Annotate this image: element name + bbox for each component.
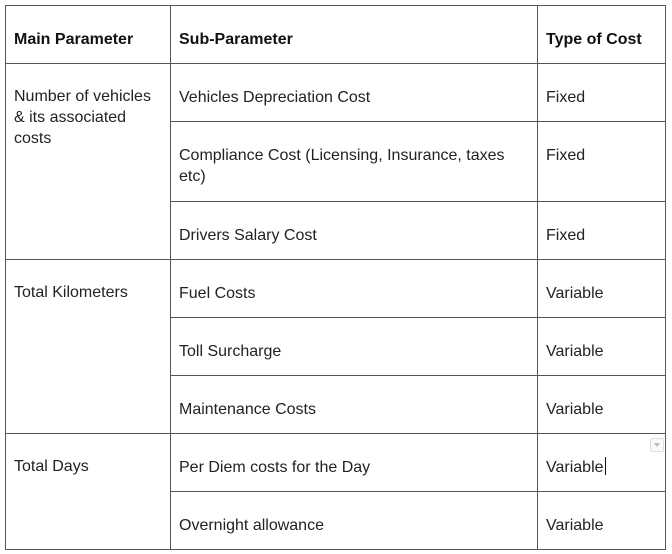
cost-type-cell[interactable]: Fixed [538,122,666,202]
table-row [6,64,666,122]
cost-type-cell[interactable]: Variable [538,492,666,550]
sub-parameter-cell[interactable]: Vehicles Depreciation Cost [171,64,538,122]
sub-parameter-cell[interactable]: Fuel Costs [171,260,538,318]
sub-parameter-cell[interactable]: Drivers Salary Cost [171,202,538,260]
cost-type-cell[interactable]: Fixed [538,64,666,122]
header-main-parameter[interactable]: Main Parameter [6,6,171,64]
chevron-down-icon[interactable] [650,438,664,452]
cost-type-cell[interactable]: Variable [538,260,666,318]
cost-table [5,5,666,550]
header-type-of-cost[interactable]: Type of Cost [538,6,666,64]
sub-parameter-cell[interactable]: Toll Surcharge [171,318,538,376]
table-row [6,434,666,492]
main-parameter-cell[interactable]: Total Kilometers [6,260,171,434]
cost-type-cell-active[interactable] [538,434,666,492]
sub-parameter-cell[interactable]: Maintenance Costs [171,376,538,434]
sub-parameter-cell[interactable]: Per Diem costs for the Day [171,434,538,492]
text-cursor [605,457,606,475]
sub-parameter-cell[interactable]: Overnight allowance [171,492,538,550]
sub-parameter-cell[interactable]: Compliance Cost (Licensing, Insurance, taxes etc) [171,122,538,202]
table-row [6,260,666,318]
cost-type-cell[interactable]: Variable [538,318,666,376]
main-parameter-cell[interactable]: Total Days [6,434,171,550]
cost-type-cell[interactable]: Fixed [538,202,666,260]
main-parameter-cell[interactable]: Number of vehicles & its associated costs [6,64,171,260]
header-sub-parameter[interactable]: Sub-Parameter [171,6,538,64]
cost-type-text: Variable [546,459,604,476]
cost-type-cell[interactable]: Variable [538,376,666,434]
header-row [6,6,666,64]
